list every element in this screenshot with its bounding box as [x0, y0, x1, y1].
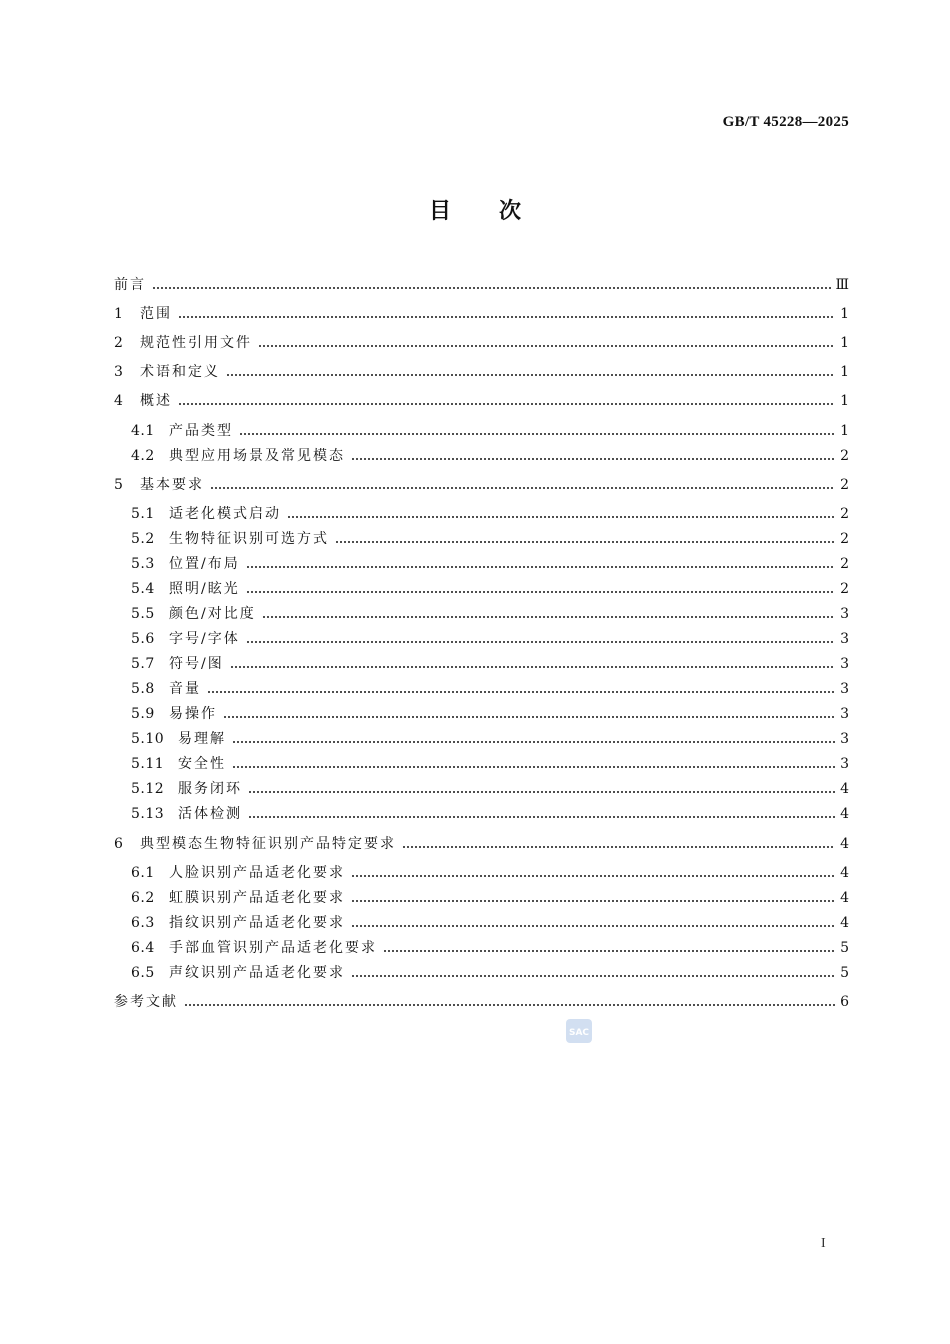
dot-leader: [210, 475, 835, 495]
page-number: I: [821, 1236, 826, 1251]
toc-entry-title: 音量: [169, 681, 201, 697]
toc-entry[interactable]: [131, 579, 849, 599]
toc-entry-number: 4.1: [131, 423, 155, 439]
sac-logo-watermark: [566, 1019, 592, 1043]
dot-leader: [351, 963, 835, 983]
toc-entry-page: 4: [840, 781, 849, 797]
toc-entry-page: 3: [840, 606, 849, 622]
toc-entry-number: 5.11: [131, 756, 165, 772]
toc-entry-title: 人脸识别产品适老化要求: [169, 865, 345, 881]
toc-entry-title: 易理解: [178, 731, 226, 747]
toc-entry-number: 5: [114, 477, 124, 493]
toc-entry-number: 5.9: [131, 706, 155, 722]
toc-entry[interactable]: [131, 754, 849, 774]
dot-leader: [207, 679, 835, 699]
toc-entry-page: 1: [840, 423, 849, 439]
toc-entry-number: 5.6: [131, 631, 155, 647]
toc-entry-number: 4: [114, 393, 124, 409]
dot-leader: [248, 779, 835, 799]
toc-entry-title: 声纹识别产品适老化要求: [169, 965, 345, 981]
toc-entry[interactable]: [114, 275, 849, 295]
toc-entry[interactable]: [114, 362, 849, 382]
dot-leader: [248, 804, 835, 824]
toc-entry[interactable]: [131, 913, 849, 933]
toc-entry[interactable]: [114, 333, 849, 353]
toc-entry-number: 6.1: [131, 865, 155, 881]
toc-entry-number: 5.8: [131, 681, 155, 697]
toc-entry-title: 范围: [140, 306, 172, 322]
toc-entry-number: 5.2: [131, 531, 155, 547]
dot-leader: [178, 304, 835, 324]
toc-entry-page: 3: [840, 706, 849, 722]
toc-entry[interactable]: [131, 604, 849, 624]
toc-entry-page: 4: [840, 915, 849, 931]
toc-entry[interactable]: [114, 391, 849, 411]
toc-entry-number: 6.5: [131, 965, 155, 981]
toc-entry[interactable]: [114, 834, 849, 854]
toc-entry[interactable]: [114, 992, 849, 1012]
toc-entry-number: 1: [114, 306, 124, 322]
dot-leader: [226, 362, 835, 382]
toc-entry-page: 5: [840, 940, 849, 956]
toc-entry-title: 服务闭环: [178, 781, 242, 797]
dot-leader: [178, 391, 835, 411]
toc-entry-page: 1: [840, 364, 849, 380]
dot-leader: [152, 275, 831, 295]
toc-entry-title: 概述: [140, 393, 172, 409]
toc-entry-page: 3: [840, 631, 849, 647]
toc-entry-page: 2: [840, 448, 849, 464]
toc-entry-page: 4: [840, 806, 849, 822]
dot-leader: [262, 604, 835, 624]
toc-entry[interactable]: [131, 654, 849, 674]
toc-entry-number: 5.12: [131, 781, 165, 797]
toc-entry-title: 指纹识别产品适老化要求: [169, 915, 345, 931]
toc-entry-page: 3: [840, 731, 849, 747]
toc-entry[interactable]: [131, 888, 849, 908]
toc-entry-number: 5.13: [131, 806, 165, 822]
toc-entry-page: 1: [840, 393, 849, 409]
toc-entry-title: 产品类型: [169, 423, 233, 439]
dot-leader: [184, 992, 835, 1012]
toc-entry-page: 2: [840, 506, 849, 522]
toc-entry-page: 3: [840, 656, 849, 672]
dot-leader: [232, 729, 835, 749]
toc-entry[interactable]: [131, 779, 849, 799]
toc-entry-title: 典型模态生物特征识别产品特定要求: [140, 836, 396, 852]
toc-entry-page: 4: [840, 836, 849, 852]
toc-entry-page: 2: [840, 556, 849, 572]
toc-entry-page: 2: [840, 531, 849, 547]
toc-entry-title: 基本要求: [140, 477, 204, 493]
title-char-right: 次: [499, 199, 522, 224]
toc-entry[interactable]: [131, 729, 849, 749]
toc-entry-number: 5.1: [131, 506, 155, 522]
toc-entry-title: 规范性引用文件: [140, 335, 252, 351]
title-char-left: 目: [428, 199, 451, 224]
dot-leader: [258, 333, 835, 353]
toc-entry[interactable]: [131, 704, 849, 724]
toc-entry-page: 6: [840, 994, 849, 1010]
toc-entry-title: 颜色/对比度: [169, 606, 256, 622]
toc-entry[interactable]: [131, 446, 849, 466]
page-title: [0, 194, 950, 225]
toc-entry-number: 5.10: [131, 731, 165, 747]
watermark-text: SAC: [568, 1028, 590, 1038]
toc-entry-number: 6.4: [131, 940, 155, 956]
toc-entry-number: 3: [114, 364, 124, 380]
dot-leader: [351, 913, 835, 933]
toc-entry-page: Ⅲ: [835, 277, 849, 293]
toc-entry[interactable]: [114, 475, 849, 495]
toc-entry-title: 术语和定义: [140, 364, 220, 380]
toc-entry-number: 4.2: [131, 448, 155, 464]
toc-entry-page: 1: [840, 306, 849, 322]
toc-entry-title: 参考文献: [114, 994, 178, 1010]
toc-entry-title: 适老化模式启动: [169, 506, 281, 522]
toc-entry-number: 6.2: [131, 890, 155, 906]
dot-leader: [351, 863, 835, 883]
toc-entry-number: 5.4: [131, 581, 155, 597]
toc-entry[interactable]: [131, 629, 849, 649]
toc-entry-title: 易操作: [169, 706, 217, 722]
toc-entry-page: 3: [840, 681, 849, 697]
toc-entry[interactable]: [131, 679, 849, 699]
toc-entry-number: 6: [114, 836, 124, 852]
toc-entry-page: 1: [840, 335, 849, 351]
dot-leader: [402, 834, 835, 854]
toc-entry-number: 6.3: [131, 915, 155, 931]
toc-entry-page: 2: [840, 477, 849, 493]
toc-entry[interactable]: [131, 938, 849, 958]
dot-leader: [246, 629, 835, 649]
toc-entry-title: 虹膜识别产品适老化要求: [169, 890, 345, 906]
toc-entry-page: 4: [840, 865, 849, 881]
toc-entry[interactable]: [131, 963, 849, 983]
dot-leader: [239, 421, 835, 441]
dot-leader: [351, 888, 835, 908]
dot-leader: [223, 704, 835, 724]
dot-leader: [351, 446, 835, 466]
toc-entry[interactable]: [131, 529, 849, 549]
dot-leader: [383, 938, 835, 958]
toc-entry[interactable]: [114, 304, 849, 324]
toc-entry-number: 2: [114, 335, 124, 351]
toc-entry-page: 5: [840, 965, 849, 981]
toc-entry-page: 3: [840, 756, 849, 772]
standard-number: GB/T 45228—2025: [722, 114, 849, 130]
dot-leader: [230, 654, 835, 674]
toc-entry-title: 照明/眩光: [169, 581, 240, 597]
toc-entry-title: 手部血管识别产品适老化要求: [169, 940, 377, 956]
dot-leader: [335, 529, 835, 549]
dot-leader: [246, 554, 835, 574]
toc-entry-title: 活体检测: [178, 806, 242, 822]
dot-leader: [287, 504, 835, 524]
dot-leader: [232, 754, 835, 774]
toc-entry[interactable]: [131, 504, 849, 524]
toc-entry-number: 5.3: [131, 556, 155, 572]
toc-entry-page: 2: [840, 581, 849, 597]
toc-entry-title: 安全性: [178, 756, 226, 772]
toc-entry-title: 字号/字体: [169, 631, 240, 647]
dot-leader: [246, 579, 835, 599]
toc-entry[interactable]: [131, 804, 849, 824]
toc-entry-title: 前言: [114, 277, 146, 293]
toc-entry-title: 位置/布局: [169, 556, 240, 572]
toc-entry[interactable]: [131, 421, 849, 441]
toc-entry[interactable]: [131, 554, 849, 574]
toc-entry[interactable]: [131, 863, 849, 883]
toc-entry-title: 符号/图: [169, 656, 224, 672]
toc-entry-number: 5.5: [131, 606, 155, 622]
toc-entry-number: 5.7: [131, 656, 155, 672]
toc-entry-title: 典型应用场景及常见模态: [169, 448, 345, 464]
toc-entry-title: 生物特征识别可选方式: [169, 531, 329, 547]
toc-entry-page: 4: [840, 890, 849, 906]
